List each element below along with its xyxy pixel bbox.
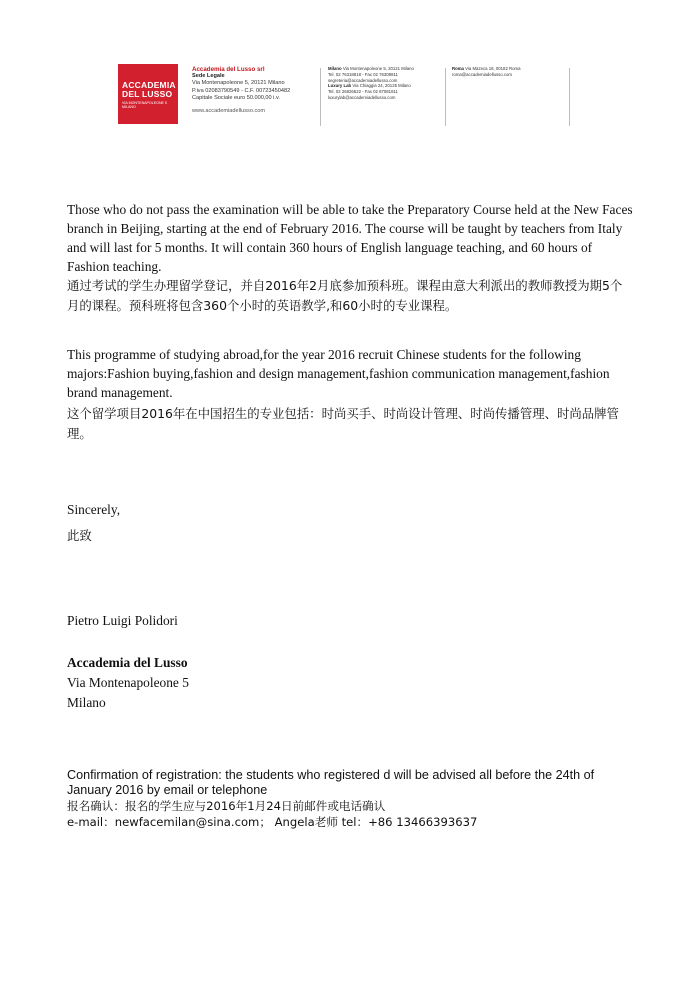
- letterhead-divider: [569, 68, 570, 126]
- closing-cn: 此致: [67, 528, 92, 543]
- roma-address: Via Mazeca 18, 00182 Roma: [465, 66, 521, 71]
- letterhead: [118, 64, 578, 128]
- milano-address: Via Montenapoleone 5, 20121 Milano: [342, 66, 414, 71]
- registration-confirmation-en: Confirmation of registration: the students who registered d will be advised all before the 24th of January 2016 by email or telephone: [67, 768, 595, 797]
- signer-name: Pietro Luigi Polidori: [67, 613, 178, 628]
- website-link[interactable]: www.accademiadellusso.com: [192, 108, 266, 115]
- logo-text-line2: DEL LUSSO: [122, 89, 173, 99]
- luxury-lab-address: Via Chiaggia 24, 20125 Milano: [352, 83, 411, 89]
- milano-label: Milano: [328, 66, 342, 71]
- letterhead-divider: [445, 68, 446, 126]
- roma-label: Roma: [452, 66, 464, 71]
- logo-subtext-line2: MILANO: [122, 105, 136, 109]
- paragraph-preparatory-course-cn: 通过考试的学生办理留学登记，并自2016年2月底参加预科班。课程由意大利派出的教师教授为期5个月的课程。预科班将包含360个小时的英语教学,和60小时的专业课程。: [67, 278, 623, 313]
- share-capital: Capitale Sociale euro 50.000,00 i.v.: [192, 94, 280, 101]
- luxury-lab-label: Luxury Lab: [328, 83, 352, 89]
- paragraph-preparatory-course-en: Those who do not pass the examination will be able to take the Preparatory Course held at the New Faces branch in Beijing, starting at the end of February 2016. The course will be taught by teachers from Italy and will last for 5 months. It will contain 360 hours of English language teaching, and 60 hours of Fashion teaching.: [67, 202, 633, 274]
- organization-name: Accademia del Lusso: [67, 655, 188, 670]
- legal-address: Via Montenapoleone 5, 20121 Milano: [192, 80, 285, 87]
- logo-text-line1: ACCADEMIA: [122, 80, 176, 90]
- luxury-lab-email[interactable]: luxurylab@accademiadellusso.com: [328, 94, 396, 100]
- roma-email[interactable]: roma@accademiadellusso.com: [452, 71, 513, 77]
- paragraph-majors-cn: 这个留学项目2016年在中国招生的专业包括：时尚买手、时尚设计管理、时尚传播管理、时尚品牌管理。: [67, 406, 619, 441]
- organization-city: Milano: [67, 695, 106, 710]
- logo-subtext-line1: VIA MONTENAPOLEONE 5: [122, 101, 167, 105]
- paragraph-majors-en: This programme of studying abroad,for the year 2016 recruit Chinese students for the following majors:Fashion buying,fashion and design management,fashion communication management,fashion brand management.: [67, 347, 610, 400]
- company-name: Accademia del Lusso srl: [192, 66, 265, 73]
- milano-phone: Tel. 02 76318818 - Fax 02 76308811: [328, 71, 398, 77]
- letterhead-milano-info: [328, 66, 448, 101]
- closing-en: Sincerely,: [67, 502, 121, 517]
- sede-legale-label: Sede Legale: [192, 73, 225, 80]
- letterhead-roma-info: [452, 66, 548, 78]
- letterhead-legal-info: [192, 66, 318, 115]
- letterhead-divider: [320, 68, 321, 126]
- registration-confirmation-cn: 报名确认：报名的学生应与2016年1月24日前邮件或电话确认: [67, 799, 386, 813]
- contact-info: e-mail：newfacemilan@sina.com； Angela老师 tel：+86 13466393637: [67, 815, 478, 829]
- milano-email[interactable]: segreteria@accademiadellusso.com: [328, 77, 398, 83]
- organization-street: Via Montenapoleone 5: [67, 675, 189, 690]
- accademia-logo: [118, 64, 178, 124]
- luxury-lab-phone: Tel. 02 26826522 - Fax 02 87081811: [328, 89, 398, 95]
- vat-number: P.iva 02083790549 - C.F. 00723450482: [192, 87, 291, 94]
